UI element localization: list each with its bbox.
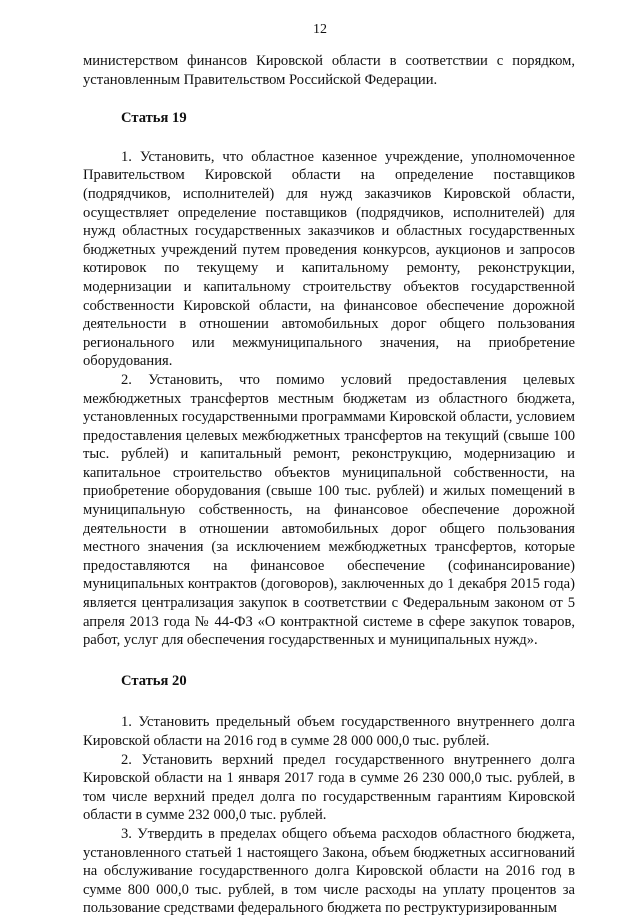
article-20-heading: Статья 20 — [121, 672, 187, 689]
article-20-paragraph-1: 1. Установить предельный объем государственного внутреннего долга Кировской области на 2016 год в сумме 28 000 000,0 тыс. рублей. — [83, 714, 575, 749]
article-20-paragraph-2: 2. Установить верхний предел государственного внутреннего долга Кировской области на 1 января 2017 года в сумме 26 230 000,0 тыс. рублей, в том числе верхний предел долга по государственным гарантиям Кировской области в сумме 232 000,0 тыс. рублей. — [83, 751, 575, 824]
document-body — [83, 52, 575, 918]
intro-paragraph: министерством финансов Кировской области в соответствии с порядком, установленным Правительством Российской Федерации. — [83, 53, 575, 88]
article-19-paragraph-1: 1. Установить, что областное казенное учреждение, уполномоченное Правительством Кировской области на определение поставщиков (подрядчиков, исполнителей) для нужд заказчиков Кировской области, осуществляет определение поставщиков (подрядчиков, исполнителей) для нужд областных государственных заказчиков и областных государственных бюджетных учреждений путем проведения конкурсов, аукционов и запросов котировок по текущему и капитальному ремонту, реконструкции, модернизации и капитальному строительству объектов государственной собственности Кировской области, на финансовое обеспечение дорожной деятельности в отношении автомобильных дорог общего пользования регионального или межмуниципального значения, на приобретение оборудования. — [83, 148, 575, 370]
article-19-paragraph-2: 2. Установить, что помимо условий предоставления целевых межбюджетных трансфертов местным бюджетам из областного бюджета, установленных государственными программами Кировской области, условием предоставления целевых межбюджетных трансфертов на текущий (свыше 100 тыс. рублей) и капитальный ремонт, реконструкцию, модернизацию и капитальное строительство объектов муниципальной собственности, на приобретение оборудования (свыше 100 тыс. рублей) и жилых помещений в муниципальную собственность, на финансовое обеспечение дорожной деятельности в отношении автомобильных дорог общего пользования местного значения (за исключением межбюджетных трансфертов, которые предоставляются на финансовое обеспечение (софинансирование) муниципальных контрактов (договоров), заключенных до 1 декабря 2015 года) является централизация закупок в соответствии с Федеральным законом от 5 апреля 2013 года № 44-ФЗ «О контрактной системе в сфере закупок товаров, работ, услуг для обеспечения государственных и муниципальных нужд». — [83, 371, 575, 649]
page-number: 12 — [313, 22, 327, 37]
article-20-paragraph-3: 3. Утвердить в пределах общего объема расходов областного бюджета, установленного статьей 1 настоящего Закона, объем бюджетных ассигнований на обслуживание государственного долга Кировской области на 2016 год в сумме 800 000,0 тыс. рублей, в том числе расходы на уплату процентов за пользование средствами федерального бюджета по реструктуризированным — [83, 825, 575, 917]
article-19-heading: Статья 19 — [121, 110, 187, 127]
